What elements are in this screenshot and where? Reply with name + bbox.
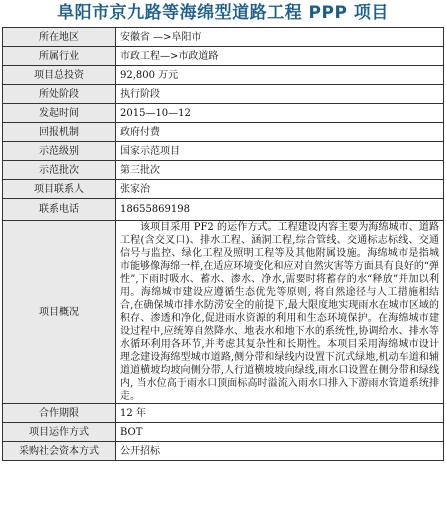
label-demo-level: 示范级别 <box>3 142 116 161</box>
value-demo-level: 国家示范项目 <box>116 142 444 161</box>
row-industry <box>3 47 444 66</box>
label-overview: 项目概况 <box>3 221 116 404</box>
label-start-date: 发起时间 <box>3 104 116 123</box>
value-contact-person: 张家治 <box>116 180 444 199</box>
row-contact-person <box>3 180 444 199</box>
value-cooperation-term: 12 年 <box>116 404 444 423</box>
value-demo-batch: 第三批次 <box>116 161 444 180</box>
value-region: 安徽省 —>阜阳市 <box>116 28 444 47</box>
row-contact-phone <box>3 199 444 221</box>
label-operation-mode: 项目运作方式 <box>3 423 116 442</box>
label-contact-phone: 联系电话 <box>3 199 116 221</box>
value-start-date: 2015—10—12 <box>116 104 444 123</box>
value-return-mechanism: 政府付费 <box>116 123 444 142</box>
project-info-table <box>2 27 444 461</box>
row-overview <box>3 221 444 404</box>
value-industry: 市政工程—>市政道路 <box>116 47 444 66</box>
label-contact-person: 项目联系人 <box>3 180 116 199</box>
row-stage <box>3 85 444 104</box>
label-cooperation-term: 合作期限 <box>3 404 116 423</box>
row-demo-batch <box>3 161 444 180</box>
row-demo-level <box>3 142 444 161</box>
label-stage: 所处阶段 <box>3 85 116 104</box>
page-title: 阜阳市京九路等海绵型道路工程 PPP 项目 <box>57 3 389 23</box>
label-return-mechanism: 回报机制 <box>3 123 116 142</box>
row-cooperation-term <box>3 404 444 423</box>
label-procurement-method: 采购社会资本方式 <box>3 442 116 461</box>
label-investment: 项目总投资 <box>3 66 116 85</box>
label-demo-batch: 示范批次 <box>3 161 116 180</box>
value-stage: 执行阶段 <box>116 85 444 104</box>
row-start-date <box>3 104 444 123</box>
row-region <box>3 28 444 47</box>
value-procurement-method: 公开招标 <box>116 442 444 461</box>
value-overview: 该项目采用 PF2 的运作方式。工程建设内容主要为海绵城市、道路工程(含交叉口)、排水工程、涵洞工程,综合管线、交通标志标线、交通信号与监控、绿化工程及照明工程等及其他附属设施。海绵城市是指城市能够像海绵一样,在适应环境变化和应对自然灾害等方面具有良好的“弹性”,下雨时吸水、蓄水、渗水、净水,需要时将蓄存的水“释放”并加以利用。海绵城市建设应遵循生态优先等原则, 将自然途径与人工措施相结合,在确保城市排水防涝安全的前提下,最大限度地实现雨水在城市区域的积存、渗透和净化,促进雨水资源的利用和生态环境保护。在海绵城市建设过程中,应统筹自然降水、地表水和地下水的系统性,协调给水、排水等水循环利用各环节,并考虑其复杂性和长期性。本项目采用海绵城市设计理念建设海绵型城市道路,侧分带和绿线内设置下沉式绿地,机动车道和辅道道横坡均坡向侧分带,人行道横坡坡向绿线,雨水口设置在侧分带和绿线内, 当水位高于雨水口顶面标高时溢流入雨水口排入下游雨水管道系统排走。 <box>116 221 444 404</box>
value-contact-phone: 18655869198 <box>116 199 444 221</box>
row-procurement-method <box>3 442 444 461</box>
label-industry: 所属行业 <box>3 47 116 66</box>
row-investment <box>3 66 444 85</box>
value-investment: 92,800 万元 <box>116 66 444 85</box>
row-return-mechanism <box>3 123 444 142</box>
row-operation-mode <box>3 423 444 442</box>
value-operation-mode: BOT <box>116 423 444 442</box>
label-region: 所在地区 <box>3 28 116 47</box>
